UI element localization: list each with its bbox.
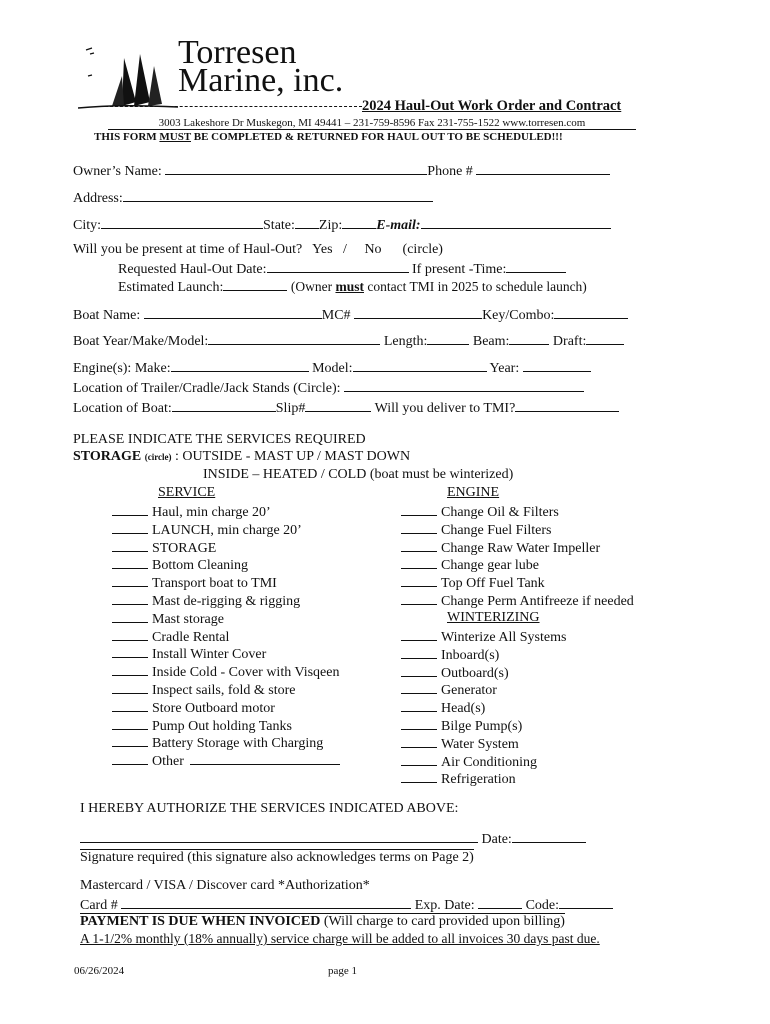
checkbox-blank[interactable] (401, 592, 437, 605)
storage-label: STORAGE (73, 449, 142, 464)
present-time-field[interactable] (506, 260, 566, 273)
storage-circle-note: (circle) (144, 452, 172, 462)
checkbox-blank[interactable] (112, 610, 148, 623)
service-item-label: Pump Out holding Tanks (152, 718, 292, 734)
service-item (112, 574, 277, 592)
service-item-label: Haul, min charge 20’ (152, 505, 271, 520)
checkbox-blank[interactable] (112, 681, 148, 694)
payment-note: (Will charge to card provided upon billing) (320, 914, 565, 929)
city-label: City: (73, 218, 102, 233)
page-number: page 1 (328, 965, 358, 977)
winterizing-header: WINTERIZING (447, 610, 540, 625)
present-question[interactable]: Will you be present at time of Haul-Out? Yes / No (circle) (73, 242, 443, 257)
owner-name-field[interactable] (165, 162, 427, 175)
engine-item (401, 556, 539, 574)
service-charge-note: A 1-1/2% monthly (18% annually) service charge will be added to all invoices 30 days past due. (80, 931, 600, 946)
form-title: 2024 Haul-Out Work Order and Contract (362, 98, 622, 114)
winterizing-item (401, 628, 566, 646)
card-types: Mastercard / VISA / Discover card *Authorization* (80, 878, 370, 893)
slip-label: Slip# (275, 401, 306, 416)
service-item-label: Other (152, 754, 184, 770)
signature-note: Signature required (this signature also acknowledges terms on Page 2) (80, 850, 474, 865)
service-header: SERVICE (158, 485, 216, 500)
checkbox-blank[interactable] (112, 717, 148, 730)
address-field[interactable] (123, 189, 433, 202)
winterizing-item (401, 681, 497, 699)
boat-location-field[interactable] (172, 399, 276, 412)
footer-date: 06/26/2024 (74, 965, 125, 977)
signature-row (80, 830, 586, 848)
engine-row (73, 359, 591, 377)
engine-make-field[interactable] (171, 359, 309, 372)
boat-location-label: Location of Boat: (73, 401, 172, 416)
checkbox-blank[interactable] (112, 503, 148, 516)
engine-item-label: Change Oil & Filters (441, 505, 559, 520)
address-label: Address: (73, 191, 123, 206)
beam-label: Beam: (472, 334, 510, 349)
engine-item (401, 539, 600, 557)
checkbox-blank[interactable] (401, 646, 437, 659)
winterizing-item (401, 770, 516, 788)
payment-due-bold: PAYMENT IS DUE WHEN INVOICED (80, 914, 321, 929)
length-field[interactable] (427, 332, 469, 345)
city-field[interactable] (101, 216, 263, 229)
service-item (112, 539, 216, 557)
trailer-location-field[interactable] (344, 379, 584, 392)
checkbox-blank[interactable] (401, 539, 437, 552)
engine-item-label: Change Fuel Filters (441, 522, 552, 538)
authorization-statement: I HEREBY AUTHORIZE THE SERVICES INDICATED ABOVE: (80, 801, 459, 816)
mc-label: MC# (321, 308, 351, 323)
checkbox-blank[interactable] (401, 556, 437, 569)
engine-item-label: Change gear lube (441, 558, 539, 574)
winterizing-item (401, 717, 522, 735)
requested-date-field[interactable] (267, 260, 409, 273)
winterizing-item-label: Winterize All Systems (441, 630, 567, 645)
winterizing-item-label: Generator (441, 683, 497, 699)
storage-row[interactable] (73, 449, 410, 465)
service-item-label: Inspect sails, fold & store (152, 683, 296, 698)
requested-date-row (118, 260, 566, 278)
checkbox-blank[interactable] (401, 699, 437, 712)
phone-field[interactable] (476, 162, 610, 175)
checkbox-blank[interactable] (112, 628, 148, 641)
slip-field[interactable] (305, 399, 371, 412)
service-item (112, 610, 224, 628)
service-item (112, 663, 340, 681)
engine-item (401, 574, 545, 592)
owner-name-label: Owner’s Name: (73, 164, 162, 179)
boat-ymm-field[interactable] (208, 332, 380, 345)
services-intro: PLEASE INDICATE THE SERVICES REQUIRED (73, 432, 366, 447)
boat-ymm-label: Boat Year/Make/Model: (73, 334, 209, 349)
checkbox-blank[interactable] (401, 770, 437, 783)
checkbox-blank[interactable] (401, 753, 437, 766)
engine-item-label: Change Perm Antifreeze if needed (441, 594, 634, 609)
zip-field[interactable] (342, 216, 376, 229)
service-item (112, 752, 344, 770)
service-item-label: Mast storage (152, 611, 224, 627)
engine-item (401, 592, 634, 610)
draft-field[interactable] (586, 332, 624, 345)
winterizing-item-label: Water System (441, 736, 519, 752)
service-item-label: Battery Storage with Charging (152, 736, 324, 752)
signature-date-field[interactable] (512, 830, 586, 843)
winterizing-item (401, 753, 537, 771)
winterizing-item-label: Inboard(s) (441, 647, 500, 663)
completion-notice: THIS FORM MUST BE COMPLETED & RETURNED FOR HAUL OUT TO BE SCHEDULED!!! (94, 131, 563, 143)
winterizing-item-label: Air Conditioning (441, 754, 538, 770)
estimated-launch-row (118, 278, 587, 296)
engine-year-field[interactable] (523, 359, 591, 372)
card-code-field[interactable] (559, 896, 613, 909)
checkbox-blank[interactable] (112, 734, 148, 747)
checkbox-blank[interactable] (112, 663, 148, 676)
checkbox-blank[interactable] (401, 574, 437, 587)
trailer-location-label: Location of Trailer/Cradle/Jack Stands (Circle): (73, 381, 341, 396)
card-number-field[interactable] (121, 896, 411, 909)
checkbox-blank[interactable] (401, 503, 437, 516)
service-item (112, 734, 323, 752)
service-item (112, 556, 248, 574)
checkbox-blank[interactable] (112, 592, 148, 605)
service-item-label: Install Winter Cover (152, 647, 267, 663)
other-service-field[interactable] (190, 752, 340, 765)
logo (78, 36, 368, 110)
checkbox-blank[interactable] (112, 539, 148, 552)
winterizing-item (401, 664, 509, 682)
service-item-label: Store Outboard motor (152, 700, 275, 716)
checkbox-blank[interactable] (112, 699, 148, 712)
requested-date-label: Requested Haul-Out Date: (118, 262, 267, 277)
service-item-label: STORAGE (152, 540, 217, 556)
engine-model-label: Model: (312, 361, 353, 376)
header-rule (100, 106, 362, 107)
card-number-label: Card # (80, 898, 118, 913)
winterizing-item-label: Bilge Pump(s) (441, 719, 523, 734)
service-item (112, 717, 292, 735)
service-item (112, 681, 295, 699)
mc-field[interactable] (354, 306, 482, 319)
engine-year-label: Year: (489, 361, 520, 376)
owner-name-row (73, 162, 610, 180)
engine-make-label: Engine(s): Make: (73, 361, 171, 376)
boat-ymm-row (73, 332, 624, 350)
trailer-row (73, 379, 584, 397)
service-item-label: Cradle Rental (152, 629, 230, 645)
service-list (112, 503, 392, 783)
service-item (112, 628, 229, 646)
city-row (73, 216, 611, 234)
service-item-label: Mast de-rigging & rigging (152, 594, 301, 609)
payment-terms (80, 913, 565, 930)
storage-outside-options[interactable]: : OUTSIDE - MAST UP / MAST DOWN (175, 449, 411, 464)
email-field[interactable] (421, 216, 611, 229)
checkbox-blank[interactable] (112, 645, 148, 658)
service-item-label: Inside Cold - Cover with Visqeen (152, 665, 340, 681)
engine-header: ENGINE (447, 485, 500, 500)
winterizing-item-label: Refrigeration (441, 772, 516, 788)
engine-item (401, 521, 551, 539)
checkbox-blank[interactable] (401, 521, 437, 534)
deliver-field[interactable] (515, 399, 619, 412)
checkbox-blank[interactable] (401, 681, 437, 694)
service-item (112, 699, 275, 717)
checkbox-blank[interactable] (401, 717, 437, 730)
boat-location-row (73, 399, 619, 417)
checkbox-blank[interactable] (112, 574, 148, 587)
zip-label: Zip: (318, 218, 343, 233)
engine-list (401, 503, 681, 613)
engine-item (401, 503, 559, 521)
checkbox-blank[interactable] (112, 752, 148, 765)
winterizing-item (401, 646, 499, 664)
signature-field[interactable] (80, 830, 478, 843)
draft-label: Draft: (552, 334, 587, 349)
service-item (112, 592, 300, 610)
state-label: State: (263, 218, 295, 233)
beam-field[interactable] (509, 332, 549, 345)
state-field[interactable] (295, 216, 319, 229)
checkbox-blank[interactable] (401, 628, 437, 641)
boat-name-field[interactable] (144, 306, 322, 319)
service-item-label: Transport boat to TMI (152, 576, 277, 592)
checkbox-blank[interactable] (112, 556, 148, 569)
exp-date-field[interactable] (478, 896, 522, 909)
engine-item-label: Top Off Fuel Tank (441, 576, 545, 592)
winterizing-item-label: Outboard(s) (441, 665, 509, 681)
exp-date-label: Exp. Date: (414, 898, 475, 913)
company-address: 3003 Lakeshore Dr Muskegon, MI 49441 – 231-759-8596 Fax 231-755-1522 www.torresen.com (108, 117, 636, 130)
winterizing-item (401, 699, 485, 717)
checkbox-blank[interactable] (401, 735, 437, 748)
card-row (80, 896, 613, 914)
checkbox-blank[interactable] (401, 664, 437, 677)
checkbox-blank[interactable] (112, 521, 148, 534)
length-label: Length: (383, 334, 428, 349)
winterizing-list (401, 628, 681, 798)
winterizing-item (401, 735, 519, 753)
service-item-label: LAUNCH, min charge 20’ (152, 522, 302, 538)
sailboat-logo-icon (78, 36, 178, 110)
winterizing-item-label: Head(s) (441, 701, 486, 717)
service-item (112, 645, 266, 663)
engine-model-field[interactable] (353, 359, 487, 372)
engine-item-label: Change Raw Water Impeller (441, 540, 601, 556)
phone-label: Phone # (427, 164, 473, 179)
estimated-launch-field[interactable] (223, 278, 287, 291)
key-combo-label: Key/Combo: (482, 308, 555, 323)
storage-inside-options[interactable]: INSIDE – HEATED / COLD (boat must be winterized) (203, 467, 514, 482)
service-item (112, 503, 271, 521)
logo-name-line2: Marine, inc. (178, 62, 344, 99)
service-item (112, 521, 302, 539)
deliver-label: Will you deliver to TMI? (374, 401, 516, 416)
present-time-label: If present -Time: (412, 262, 507, 277)
signature-date-label: Date: (481, 832, 512, 847)
boat-name-row (73, 306, 628, 324)
launch-note: (Owner must contact TMI in 2025 to schedule launch) (290, 279, 587, 294)
service-item-label: Bottom Cleaning (152, 558, 249, 574)
boat-name-label: Boat Name: (73, 308, 141, 323)
address-row (73, 189, 433, 207)
logo-name-line1: Torresen (178, 34, 297, 71)
key-combo-field[interactable] (554, 306, 628, 319)
card-code-label: Code: (525, 898, 560, 913)
email-label: E-mail: (376, 218, 421, 233)
estimated-launch-label: Estimated Launch: (118, 280, 224, 295)
